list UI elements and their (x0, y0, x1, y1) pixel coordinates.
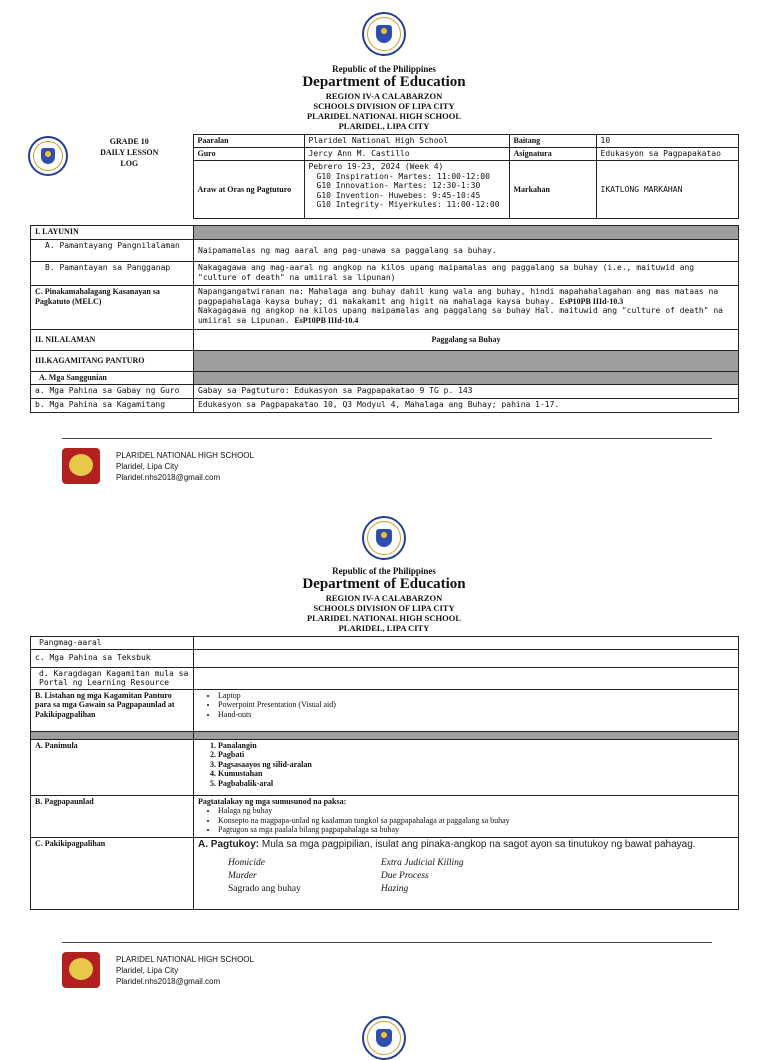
choices-left: Homicide Murder Sagrado ang buhay (228, 857, 301, 894)
kagamitang-value: Edukasyon sa Pagpapakatao 10, Q3 Modyul 4, Mahalaga ang Buhay; pahina 1-17. (194, 399, 739, 413)
karagdagan-value (194, 667, 739, 689)
layunin-label: I. LAYUNIN (31, 226, 194, 240)
choices-right: Extra Judicial Killing Due Process Hazing (380, 857, 464, 894)
panimula-item: 1. Panalangin (218, 741, 734, 751)
markahan-label: Markahan (509, 161, 596, 219)
guro-label: Guro (193, 148, 304, 161)
dll-title: GRADE 10 DAILY LESSON LOG (100, 136, 159, 168)
page-footer-2 (62, 942, 722, 990)
department-title: Department of Education (302, 74, 466, 90)
sanggunian-shade (194, 372, 739, 385)
markahan-value: IKATLONG MARKAHAN (596, 161, 738, 219)
footer-text: PLARIDEL NATIONAL HIGH SCHOOL Plaridel, Lipa City Plaridel.nhs2018@gmail.com (116, 451, 254, 482)
pakikipagpalihan-label: C. Pakikipagpalihan (31, 837, 194, 909)
oras-value: Pebrero 19-23, 2024 (Week 4) G10 Inspiration- Martes: 11:00-12:00 G10 Innovation- Martes: 12:30-1:30 G10 Invention- Huwebes: 9:45-10:45 G10 Integrity- Miyerkules: 11:00-12:00 (304, 161, 509, 219)
school-logo (62, 448, 100, 484)
kagamitang-label: b. Mga Pahina sa Kagamitang (31, 399, 194, 413)
pagpapaunlad-item: • Pagtugon sa mga paalala bilang pagpapahalaga sa buhay (218, 825, 734, 835)
lesson-table-2 (30, 636, 739, 910)
asignatura-label: Asignatura (509, 148, 596, 161)
letterhead-2 (0, 566, 768, 633)
kagamitan-shade (194, 351, 739, 372)
footer-divider (62, 438, 712, 439)
address-text: PLARIDEL, LIPA CITY (338, 121, 430, 131)
info-table (30, 134, 739, 219)
listahan-label: B. Listahan ng mga Kagamitan Panturo para sa mga Gawain sa Pagpapaunlad at Pakikipagpalihan (31, 689, 194, 731)
baitang-value: 10 (596, 135, 738, 148)
republic-text: Republic of the Philippines (332, 64, 436, 74)
department-title: Department of Education (302, 576, 466, 592)
region-text: REGION IV-A CALABARZON (325, 91, 443, 101)
panimula-item: 4. Kumustahan (218, 769, 734, 779)
paaralan-value: Plaridel National High School (304, 135, 509, 148)
divider-shade-2 (194, 731, 739, 739)
pagganap-label: B. Pamantayan sa Pangganap (31, 262, 194, 286)
panimula-item: 5. Pagbabalik-aral (218, 779, 734, 789)
pagpapaunlad-value: Pagtatalakay ng mga sumusunod na paksa: • Halaga ng buhay • Konsepto na magpapa-unlad ng kaalaman tungkol sa pagpapahalaga at paggalang sa buhay • Pagtugon sa mga paalala bilang pagpapahalaga sa buhay (194, 795, 739, 837)
listahan-item: • Powerpoint Presentation (Visual aid) (218, 700, 734, 710)
listahan-value (194, 689, 739, 731)
guro-value: Jercy Ann M. Castillo (304, 148, 509, 161)
nilalaman-value: Paggalang sa Buhay (194, 330, 739, 351)
pangmag-value (194, 637, 739, 650)
pangmag-label: Pangmag-aaral (31, 637, 194, 650)
panimula-value (194, 739, 739, 795)
footer-text: PLARIDEL NATIONAL HIGH SCHOOL Plaridel, Lipa City Plaridel.nhs2018@gmail.com (116, 955, 254, 986)
gabay-value: Gabay sa Pagtuturo: Edukasyon sa Pagpapakatao 9 TG p. 143 (194, 385, 739, 399)
karagdagan-label: d. Karagdagan Kagamitan mula sa Portal ng Learning Resource (31, 667, 194, 689)
nilalaman-label: II. NILALAMAN (31, 330, 194, 351)
deped-seal-page3 (362, 1016, 406, 1060)
gabay-label: a. Mga Pahina sa Gabay ng Guro (31, 385, 194, 399)
pagpapaunlad-item: • Konsepto na magpapa-unlad ng kaalaman tungkol sa pagpapahalaga at paggalang sa buhay (218, 816, 734, 826)
school-logo (62, 952, 100, 988)
asignatura-value: Edukasyon sa Pagpapakatao (596, 148, 738, 161)
layunin-shade (194, 226, 739, 240)
pamantayang-label: A. Pamantayang Pangnilalaman (31, 240, 194, 262)
paaralan-label: Paaralan (193, 135, 304, 148)
address-text: PLARIDEL, LIPA CITY (338, 623, 430, 633)
letterhead (0, 64, 768, 131)
teksbuk-label: c. Mga Pahina sa Teksbuk (31, 649, 194, 667)
baitang-label: Baitang (509, 135, 596, 148)
deped-seal-top (362, 12, 406, 56)
division-text: SCHOOLS DIVISION OF LIPA CITY (313, 603, 455, 613)
page-footer-1 (62, 438, 722, 486)
melc-value: Napangangatwiranan na: Mahalaga ang buhay dahil kung wala ang buhay, hindi mapahahalagahan ang mas mataas na pagpapahalaga kaysa buhay; di makakamit ang higit na mahalaga kaysa buhay. EsP10PB IIId-10.3 Nakagagawa ng angkop na kilos upang maipamalas ang paggalang sa buhay Hal. maituwid ang "culture of death" na umiiral sa Lipunan. EsP10PB IIId-10.4 (194, 286, 739, 330)
panimula-item: 2. Pagbati (218, 750, 734, 760)
panimula-label: A. Panimula (31, 739, 194, 795)
pakikipagpalihan-value (194, 837, 739, 909)
divider-shade (31, 731, 194, 739)
footer-divider (62, 942, 712, 943)
region-text: REGION IV-A CALABARZON (325, 593, 443, 603)
sanggunian-label: A. Mga Sanggunian (31, 372, 194, 385)
panimula-item: 3. Pagsasaayos ng silid-aralan (218, 760, 734, 770)
choices (198, 857, 734, 896)
teksbuk-value (194, 649, 739, 667)
division-text: SCHOOLS DIVISION OF LIPA CITY (313, 101, 455, 111)
listahan-item: • Laptop (218, 691, 734, 701)
pagtukoy-instruction: A. Pagtukoy: Mula sa mga pagpipilian, isulat ang pinaka-angkop na sagot ayon sa tinutukoy ng bawat pahayag. (198, 838, 696, 850)
lesson-table-1 (30, 225, 739, 413)
school-text: PLARIDEL NATIONAL HIGH SCHOOL (306, 111, 462, 121)
melc-label: C. Pinakamahalagang Kasanayan sa Pagkatuto (MELC) (31, 286, 194, 330)
pagpapaunlad-item: • Halaga ng buhay (218, 806, 734, 816)
pagganap-value: Nakagagawa ang mag-aaral ng angkop na kilos upang maipamalas ang paggalang sa buhay (i.e., maituwid ang "culture of death" na umiiral sa lipunan) (194, 262, 739, 286)
oras-label: Araw at Oras ng Pagtuturo (193, 161, 304, 219)
republic-text: Republic of the Philippines (332, 566, 436, 576)
deped-seal-top-2 (362, 516, 406, 560)
listahan-item: • Hand-outs (218, 710, 734, 720)
pamantayang-value: Naipamamalas ng mag aaral ang pag-unawa sa paggalang sa buhay. (194, 240, 739, 262)
kagamitan-label: III.KAGAMITANG PANTURO (31, 351, 194, 372)
school-text: PLARIDEL NATIONAL HIGH SCHOOL (306, 613, 462, 623)
pagpapaunlad-label: B. Pagpapaunlad (31, 795, 194, 837)
